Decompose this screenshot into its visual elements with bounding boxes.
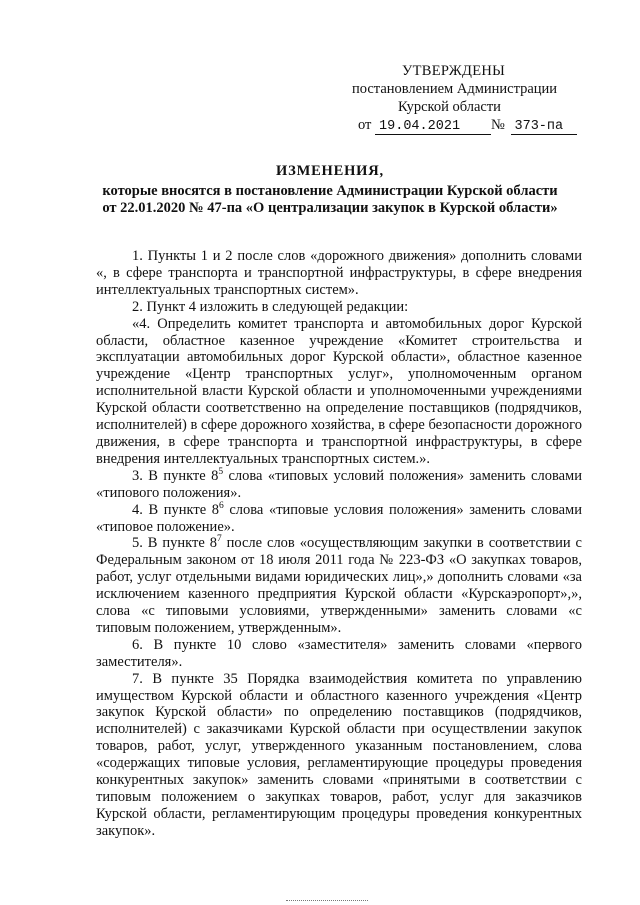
date-prefix: от [358,117,372,133]
heading-subtitle: которые вносятся в постановление Администрации Курской области от 22.01.2020 № 47-па «О централизации закупок в Курской области» [102,182,558,216]
item-4-rest: слова «типовые условия положения» заменить словами «типовое положение». [96,501,582,535]
approval-region: Курской области [398,99,501,115]
item-5-rest: после слов «осуществляющим закупки в соответствии с Федеральным законом от 18 июля 2011 года № 223-ФЗ «О закупках товаров, работ, услуг отдельными видами юридических лиц»,» дополнить словами «за исключением казенного предприятия Курской области «Курскаэропорт»,», слова «с типовыми условиями, утвержденными» заменить словами «с типовым положением, утвержденным». [96,535,582,636]
document-body [96,248,582,840]
item-1: 1. Пункты 1 и 2 после слов «дорожного движения» дополнить словами «, в сфере транспорта и транспортной инфраструктуры, в сфере внедрения интеллектуальных транспортных систем». [96,248,582,298]
item-3 [96,468,582,502]
heading-title: ИЗМЕНЕНИЯ, [276,163,384,179]
item-5 [96,535,582,636]
number-prefix: № [491,117,505,133]
approval-stamp [340,62,580,135]
approval-issuer: постановлением Администрации [352,81,558,97]
item-2-quote: «4. Определить комитет транспорта и автомобильных дорог Курской области, областное казенное учреждение «Комитет строительства и эксплуатации автомобильных дорог Курской области», областное казенное учреждение «Центр транспортных услуг», уполномоченным органом исполнительной власти Курской области и уполномоченными учреждениями Курской области соответственно на определение поставщиков (подрядчиков, исполнителей) в сфере дорожного хозяйства, в сфере безопасности дорожного движения, в сфере транспорта и транспортной инфраструктуры, в сфере внедрения интеллектуальных транспортных систем.». [96,315,582,467]
item-7: 7. В пункте 35 Порядка взаимодействия комитета по управлению имуществом Курской области и областного казенного учреждения «Центр закупок Курской области» по определению поставщиков (подрядчиков, исполнителей) с заказчиками Курской области при осуществлении закупок товаров, работ, услуг, утвержденного указанным постановлением, слова «содержащих типовые условия, регламентирующие процедуры проведения конкурентных закупок» заменить словами «принятыми в соответствии с типовым положением о закупках товаров, работ, услуг для заказчиков Курской области, регламентирующим процедуры проведения конкурентных закупок». [96,670,582,839]
item-6: 6. В пункте 10 слово «заместителя» заменить словами «первого заместителя». [96,636,582,670]
item-4-lead: 4. В пункте 8 [132,501,219,518]
item-3-sup: 5 [218,466,224,477]
approval-title: УТВЕРЖДЕНЫ [402,63,506,79]
number-value: 373-па [511,119,577,135]
date-value: 19.04.2021 [375,119,491,135]
approval-date-line [340,116,580,135]
scan-artifact-line [286,900,368,903]
item-3-rest: слова «типовых условий положения» заменить словами «типового положения». [96,467,582,501]
item-5-lead: 5. В пункте 8 [132,535,217,552]
item-3-lead: 3. В пункте 8 [132,467,219,484]
item-4 [96,502,582,536]
document-heading [96,163,564,218]
item-5-sup: 7 [216,534,222,545]
item-2: 2. Пункт 4 изложить в следующей редакции: [132,298,409,315]
item-4-sup: 6 [218,500,224,511]
